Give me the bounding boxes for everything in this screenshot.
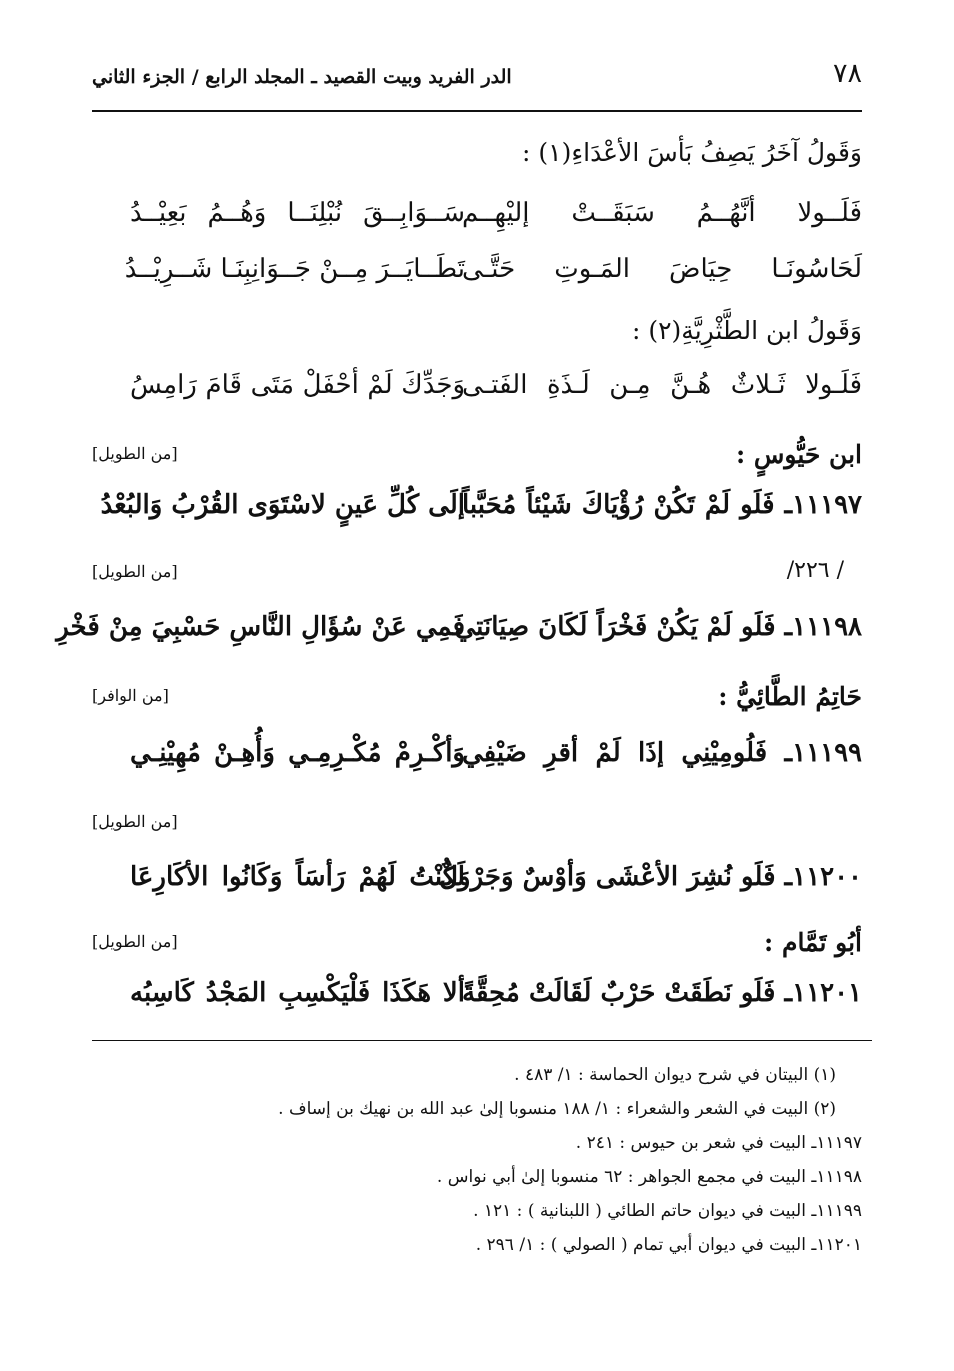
poet-name: ابن حَيُّوسٍ : <box>735 440 862 469</box>
footnote-line: ١١١٩٨ـ البيت في مجمع الجواهر : ٦٢ منسوبا إلىٰ أبي نواس . <box>436 1167 862 1187</box>
poet-name: أبُو تَمَّام : <box>764 928 862 957</box>
running-title: الدر الفريد وبيت القصيد ـ المجلد الرابع / الجزء الثاني <box>92 66 512 88</box>
body-row-bold <box>92 862 862 908</box>
verse-first-hemistich: ١١٢٠٠ـ فَلَو نُشِرَ الأعْشَى وَأوْسٌ وَجَرْوَلٌ <box>439 862 862 892</box>
meter-label: [من الطويل] <box>92 562 178 581</box>
body-row-cont <box>92 558 862 604</box>
footnote-line: (٢) البيت في الشعر والشعراء : ١/ ١٨٨ منسوبا إلىٰ عبد الله بن نهيك بن إساف . <box>278 1099 836 1119</box>
body-row-meter-only <box>92 808 862 854</box>
meter-label: [من الطويل] <box>92 444 178 463</box>
verse-first-hemistich: فَلَـولا ثَـلاثٌ هُـنَّ مِـن لَـذَةِ الفَتـى <box>462 370 862 400</box>
body-row-poet <box>92 440 862 486</box>
body-row-verse <box>92 370 862 416</box>
body-row-bold <box>92 978 862 1024</box>
footnote-line: (١) البيتان في شرح ديوان الحماسة : ١/ ٤٨٣ . <box>514 1065 836 1085</box>
header-rule <box>92 110 862 112</box>
body-row-bold <box>92 490 862 536</box>
footnote-rule <box>92 1040 872 1041</box>
footnote-line: ١١٢٠١ـ البيت في ديوان أبي تمام ( الصولي ) : ١/ ٢٩٦ . <box>475 1235 862 1255</box>
intro-line: وَقَولُ ابن الطَّثْرِيَّةِ(٢) : <box>631 316 862 345</box>
body-row-intro <box>92 138 862 184</box>
verse-second-hemistich: وَجَدِّكَ لَمْ أحْفَلْ مَتَى قَامَ رَامِسُ <box>130 370 465 400</box>
verse-second-hemistich: إلَى كُلِّ عَينٍ لاسْتَوَى القُرْبُ وَالبُعْدُ <box>100 490 465 520</box>
page-marker: / ٢٢٦/ <box>786 558 844 583</box>
body-row-bold <box>56 612 862 658</box>
verse-first-hemistich: ١١١٩٩ـ فَلُومِيْنِي إذَا لَمْ أقرِ ضَيْفِي <box>462 738 862 768</box>
verse-first-hemistich: ١١٢٠١ـ فَلَو نَطَقَتْ حَرْبٌ لَقَالَتْ مُحِقَّةً <box>462 978 862 1008</box>
body-row-poet <box>92 928 862 974</box>
verse-second-hemistich: ألا هَكَذَا فَلْيَكْسِبِ المَجْدُ كَاسِبُه <box>130 978 465 1008</box>
verse-first-hemistich: لَحَاسُونَـا حِيَاضَ المَـوتِ حَتَّـى <box>462 254 862 284</box>
meter-label: [من الطويل] <box>92 932 178 951</box>
page-header <box>92 58 862 102</box>
verse-first-hemistich: ١١١٩٧ـ فَلَو لَمْ تَكُنْ رُؤْيَاكَ شَيْئاً مُحَبَّباً <box>462 490 862 520</box>
body-row-bold <box>92 738 862 784</box>
meter-label: [من الطويل] <box>92 812 178 831</box>
intro-line: وَقَولُ آخَرُ يَصِفُ بَأسَ الأعْدَاءِ(١) : <box>522 138 862 167</box>
verse-first-hemistich: فَلَــولا أنَّهُــمُ سَبَقَــتْ إليْهِــم <box>462 198 862 228</box>
footnote-line: ١١١٩٧ـ البيت في شعر بن حيوس : ٢٤١ . <box>575 1133 862 1153</box>
verse-second-hemistich: تَطَــايَــرَ مِــنْ جَــوَانِبِنَـا شَــرِيْــدُ <box>124 254 465 284</box>
footnotes <box>92 1058 862 1262</box>
verse-second-hemistich: لَكُنْتُ لَهُمْ رَأسَاً وَكَانُوا الأكَارِعَا <box>130 862 465 892</box>
verse-second-hemistich: فَمِي عَنْ سُؤَالِ النَّاسِ حَسْبِيَ مِنْ فَخْرِ <box>56 612 465 642</box>
verse-first-hemistich: ١١١٩٨ـ فَلَو لَمْ يَكُنْ فَخْرَاً لَكَانَ صِيَانَتِي <box>454 612 862 642</box>
body-row-verse <box>92 198 862 244</box>
verse-second-hemistich: سَــوَابِــقَ نُبْلِنَــا وَهُــمُ بَعِيْــدُ <box>130 198 465 228</box>
verse-second-hemistich: وَأكْـرِمْ مُكْـرِمِـي وَأُهِـنْ مُهِيْنِـي <box>130 738 465 768</box>
meter-label: [من الوافر] <box>92 686 169 705</box>
body-row-poet <box>92 682 862 728</box>
page-number: ٧٨ <box>832 58 862 89</box>
body-row-verse <box>92 254 862 300</box>
body-row-intro <box>92 316 862 362</box>
footnote-line: ١١١٩٩ـ البيت في ديوان حاتم الطائي ( اللبنانية ) : ١٢١ . <box>473 1201 862 1221</box>
poet-name: حَاتِمُ الطَّائِيُّ : <box>718 682 862 711</box>
